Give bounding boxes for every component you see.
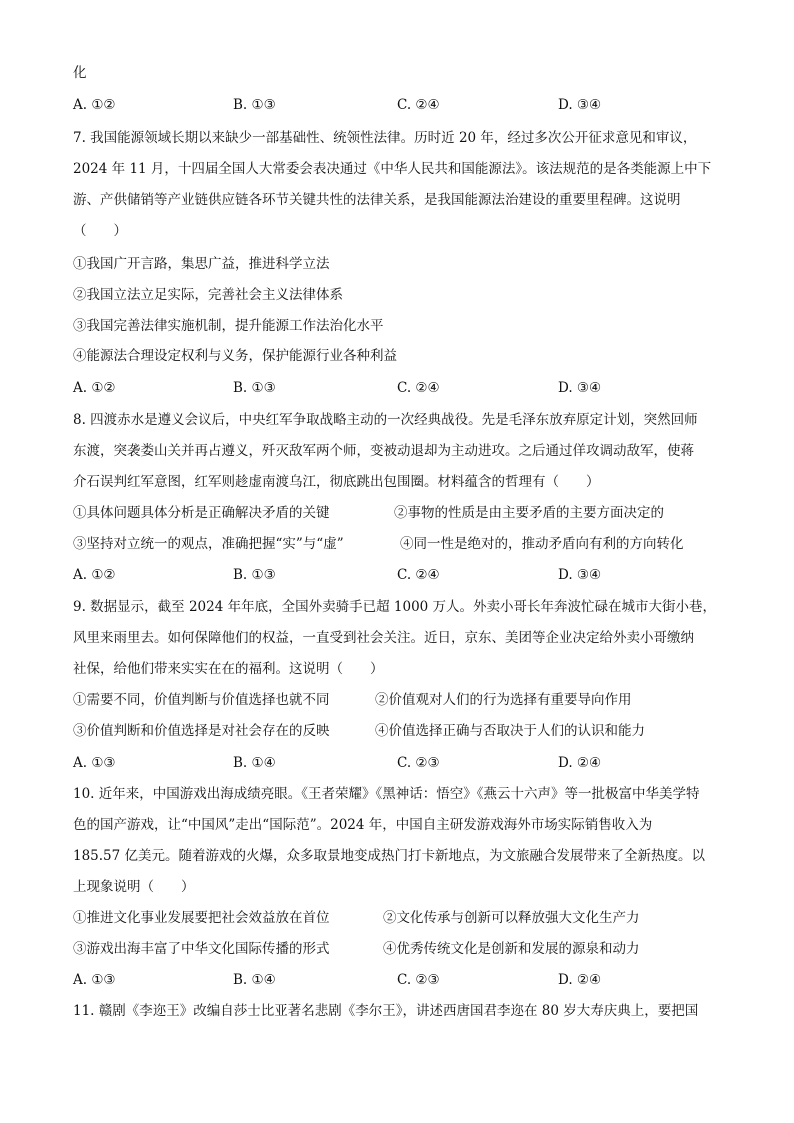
q9-option-d: D. ②④ xyxy=(558,755,602,771)
q10-stem-line: 185.57 亿美元。随着游戏的火爆，众多取景地变成热门打卡新地点，为文旅融合发展带来了全新热度。以 xyxy=(73,848,706,864)
q10-option-c: C. ②③ xyxy=(397,972,440,988)
q9-stem-line: 9. 数据显示，截至 2024 年年底，全国外卖骑手已超 1000 万人。外卖小哥长年奔波忙碌在城市大街小巷， xyxy=(73,599,717,615)
q9-statement-1: ①需要不同，价值判断与价值选择也就不同 xyxy=(73,692,330,708)
q8-stem-line: 介石误判红军意图，红军则趁虚南渡乌江，彻底跳出包围圈。材料蕴含的哲理有（ ） xyxy=(73,474,600,490)
q10-option-b: B. ①④ xyxy=(233,972,276,988)
q9-option-b: B. ①④ xyxy=(233,755,276,771)
q10-stem-line: 色的国产游戏，让“中国风”走出“国际范”。2024 年，中国自主研发游戏海外市场实际销售收入为 xyxy=(73,817,653,833)
q8-option-d: D. ③④ xyxy=(558,567,602,583)
q8-option-a: A. ①② xyxy=(73,567,116,583)
q7-option-a: A. ①② xyxy=(73,380,116,396)
q11-stem-line: 11. 赣剧《李迩王》改编自莎士比亚著名悲剧《李尔王》，讲述西唐国君李迩在 80 岁大寿庆典上，要把国 xyxy=(73,1003,699,1019)
q7-option-c: C. ②④ xyxy=(397,380,440,396)
q10-option-a: A. ①③ xyxy=(73,972,116,988)
q7-stem-line: 2024 年 11 月，十四届全国人大常委会表决通过《中华人民共和国能源法》。该法规范的是各类能源上中下 xyxy=(73,161,712,177)
q10-statement-1: ①推进文化事业发展要把社会效益放在首位 xyxy=(73,910,330,926)
q10-statement-3: ③游戏出海丰富了中华文化国际传播的形式 xyxy=(73,941,330,957)
q9-statement-2: ②价值观对人们的行为选择有重要导向作用 xyxy=(375,692,632,708)
q7-statement-3: ③我国完善法律实施机制，提升能源工作法治化水平 xyxy=(73,318,384,334)
q9-option-c: C. ②③ xyxy=(397,755,440,771)
q10-option-d: D. ②④ xyxy=(558,972,602,988)
q7-option-b: B. ①③ xyxy=(233,380,276,396)
q10-statement-4: ④优秀传统文化是创新和发展的源泉和动力 xyxy=(383,941,640,957)
q8-statement-4: ④同一性是绝对的，推动矛盾向有利的方向转化 xyxy=(400,536,684,552)
q8-option-c: C. ②④ xyxy=(397,567,440,583)
q8-statement-3: ③坚持对立统一的观点，准确把握“实”与“虚” xyxy=(73,536,344,552)
q8-stem-line: 东渡，突袭娄山关并再占遵义，歼灭敌军两个师，变被动退却为主动进攻。之后通过佯攻调动敌军，使蒋 xyxy=(73,443,694,459)
q7-statement-1: ①我国广开言路，集思广益，推进科学立法 xyxy=(73,256,330,272)
q6-option-d: D. ③④ xyxy=(558,97,602,113)
q6-option-a: A. ①② xyxy=(73,97,116,113)
q9-statement-3: ③价值判断和价值选择是对社会存在的反映 xyxy=(73,723,330,739)
q10-stem-line: 上现象说明（ ） xyxy=(73,879,195,895)
q9-option-a: A. ①③ xyxy=(73,755,116,771)
q7-statement-4: ④能源法合理设定权利与义务，保护能源行业各种利益 xyxy=(73,348,397,364)
q10-stem-line: 10. 近年来，中国游戏出海成绩亮眼。《王者荣耀》《黑神话：悟空》《燕云十六声》等一批极富中华美学特 xyxy=(73,786,700,802)
q6-option-c: C. ②④ xyxy=(397,97,440,113)
q7-stem-line: 游、产供储销等产业链供应链各环节关键共性的法律关系，是我国能源法治建设的重要里程碑。这说明 xyxy=(73,192,681,208)
q7-option-d: D. ③④ xyxy=(558,380,602,396)
q8-statement-2: ②事物的性质是由主要矛盾的主要方面决定的 xyxy=(394,505,664,521)
previous-question-tail: 化 xyxy=(73,65,87,81)
q8-option-b: B. ①③ xyxy=(233,567,276,583)
q10-statement-2: ②文化传承与创新可以释放强大文化生产力 xyxy=(383,910,640,926)
q9-stem-line: 社保，给他们带来实实在在的福利。这说明（ ） xyxy=(73,661,384,677)
q7-answer-blank: （ ） xyxy=(73,223,127,239)
q9-stem-line: 风里来雨里去。如何保障他们的权益，一直受到社会关注。近日，京东、美团等企业决定给外卖小哥缴纳 xyxy=(73,630,694,646)
q9-statement-4: ④价值选择正确与否取决于人们的认识和能力 xyxy=(375,723,645,739)
q8-stem-line: 8. 四渡赤水是遵义会议后，中央红军争取战略主动的一次经典战役。先是毛泽东放弃原定计划，突然回师 xyxy=(73,412,698,428)
q7-stem-line: 7. 我国能源领域长期以来缺少一部基础性、统领性法律。历时近 20 年，经过多次公开征求意见和审议， xyxy=(73,130,697,146)
q7-statement-2: ②我国立法立足实际，完善社会主义法律体系 xyxy=(73,287,343,303)
q6-option-b: B. ①③ xyxy=(233,97,276,113)
q8-statement-1: ①具体问题具体分析是正确解决矛盾的关键 xyxy=(73,505,330,521)
